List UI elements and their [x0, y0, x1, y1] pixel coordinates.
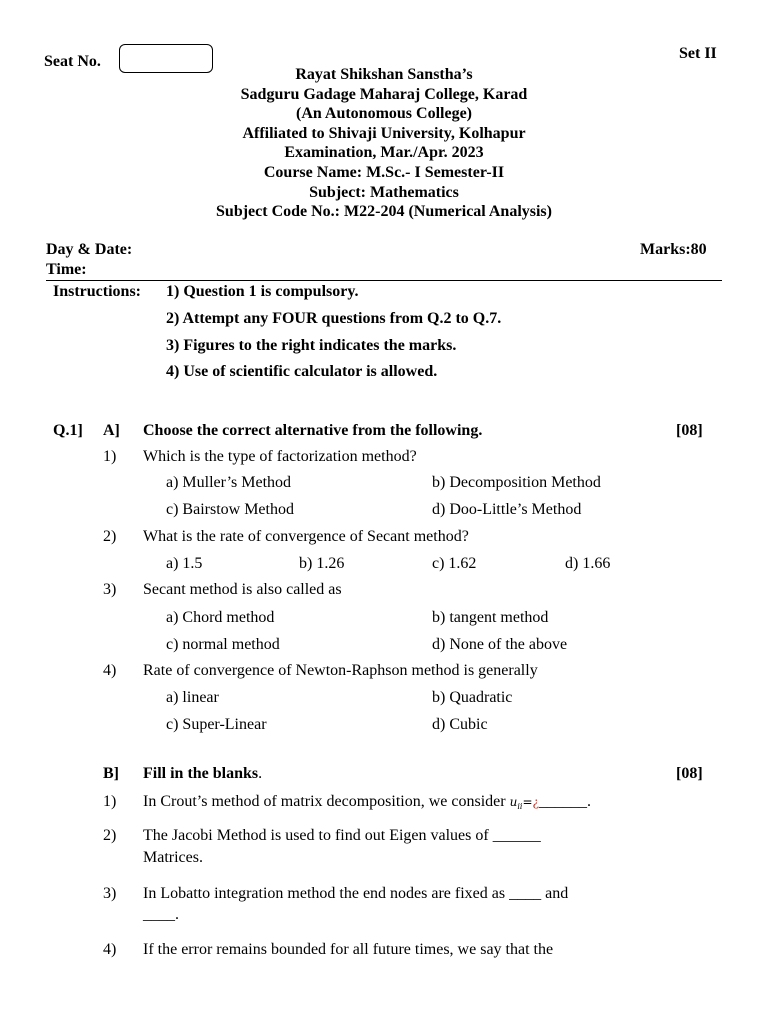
header-line: (An Autonomous College) [295, 105, 472, 123]
blank-question-continued: Matrices. [143, 849, 203, 866]
part-b-label: B] [103, 765, 119, 782]
blank-question: If the error remains bounded for all future times, we say that the [143, 941, 554, 958]
mcq-option: a) 1.5 [166, 555, 203, 572]
part-b-title-dot: . [258, 765, 263, 782]
mcq-option: b) tangent method [432, 609, 549, 626]
mcq-option: a) Chord method [166, 609, 275, 626]
blank-question-text: In Crout’s method of matrix decomposition, we consider [143, 793, 506, 810]
blank-question-continued: ____. [143, 906, 179, 923]
time-label: Time: [46, 261, 87, 278]
mcq-option: b) Decomposition Method [432, 474, 601, 491]
blank-question [143, 792, 591, 817]
blank-question: In Lobatto integration method the end nodes are fixed as ____ and [143, 885, 569, 902]
header-line: Examination, Mar./Apr. 2023 [284, 144, 484, 162]
header-line: Course Name: M.Sc.- I Semester-II [263, 163, 505, 181]
mcq-option: c) Super-Linear [166, 716, 267, 733]
part-b-title [143, 764, 262, 784]
mcq-option: c) 1.62 [432, 555, 477, 572]
part-a-marks: [08] [676, 422, 703, 439]
header-line: Sadguru Gadage Maharaj College, Karad [240, 85, 528, 103]
header-line: Affiliated to Shivaji University, Kolhapur [242, 124, 526, 142]
mcq-option: b) 1.26 [299, 555, 345, 572]
blank-number: 4) [103, 941, 117, 958]
mcq-option: d) None of the above [432, 636, 568, 653]
mcq-option: c) normal method [166, 636, 280, 653]
mcq-option: d) 1.66 [565, 555, 611, 572]
mcq-question: What is the rate of convergence of Secant method? [143, 528, 469, 545]
blank-number: 1) [103, 793, 117, 810]
mcq-option: a) Muller’s Method [166, 474, 292, 491]
instruction-item: 4) Use of scientific calculator is allowed. [166, 363, 438, 380]
set-label: Set II [679, 45, 717, 62]
instructions-label: Instructions: [53, 283, 142, 300]
instruction-item: 2) Attempt any FOUR questions from Q.2 to Q.7. [166, 310, 502, 327]
blank-number: 2) [103, 827, 117, 844]
header-line: Subject: Mathematics [309, 183, 459, 201]
mcq-option: d) Doo-Little’s Method [432, 501, 582, 518]
part-b-title-text: Fill in the blanks [143, 765, 259, 782]
header-line: Rayat Shikshan Sanstha’s [295, 66, 473, 83]
mcq-number: 1) [103, 448, 117, 465]
blank-number: 3) [103, 885, 117, 902]
mcq-question: Rate of convergence of Newton-Raphson method is generally [143, 662, 538, 679]
mcq-question: Which is the type of factorization method? [143, 448, 417, 465]
header-divider [46, 280, 722, 281]
math-symbol: u [509, 795, 518, 809]
question-label: Q.1] [53, 422, 83, 439]
header-line: Subject Code No.: M22-204 (Numerical Analysis) [216, 203, 552, 221]
blank-question: The Jacobi Method is used to find out Eigen values of ______ [143, 827, 541, 844]
seat-label: Seat No. [44, 53, 101, 70]
mcq-question: Secant method is also called as [143, 581, 342, 598]
marks-label: Marks:80 [640, 241, 707, 258]
part-a-title: Choose the correct alternative from the following. [143, 422, 483, 439]
math-expression [510, 795, 539, 809]
mcq-option: b) Quadratic [432, 689, 513, 706]
math-subscript: ii [517, 802, 523, 811]
math-placeholder: ¿ [532, 795, 539, 809]
mcq-option: d) Cubic [432, 716, 488, 733]
mcq-option: c) Bairstow Method [166, 501, 294, 518]
mcq-number: 3) [103, 581, 117, 598]
mcq-number: 4) [103, 662, 117, 679]
blank-tail: ______. [538, 793, 591, 810]
mcq-number: 2) [103, 528, 117, 545]
math-equals: = [522, 795, 533, 809]
part-a-label: A] [103, 422, 120, 439]
part-b-marks: [08] [676, 765, 703, 782]
day-date-label: Day & Date: [46, 241, 133, 258]
instruction-item: 3) Figures to the right indicates the marks. [166, 337, 457, 354]
mcq-option: a) linear [166, 689, 219, 706]
instruction-item: 1) Question 1 is compulsory. [166, 283, 359, 300]
college-header [0, 65, 768, 222]
